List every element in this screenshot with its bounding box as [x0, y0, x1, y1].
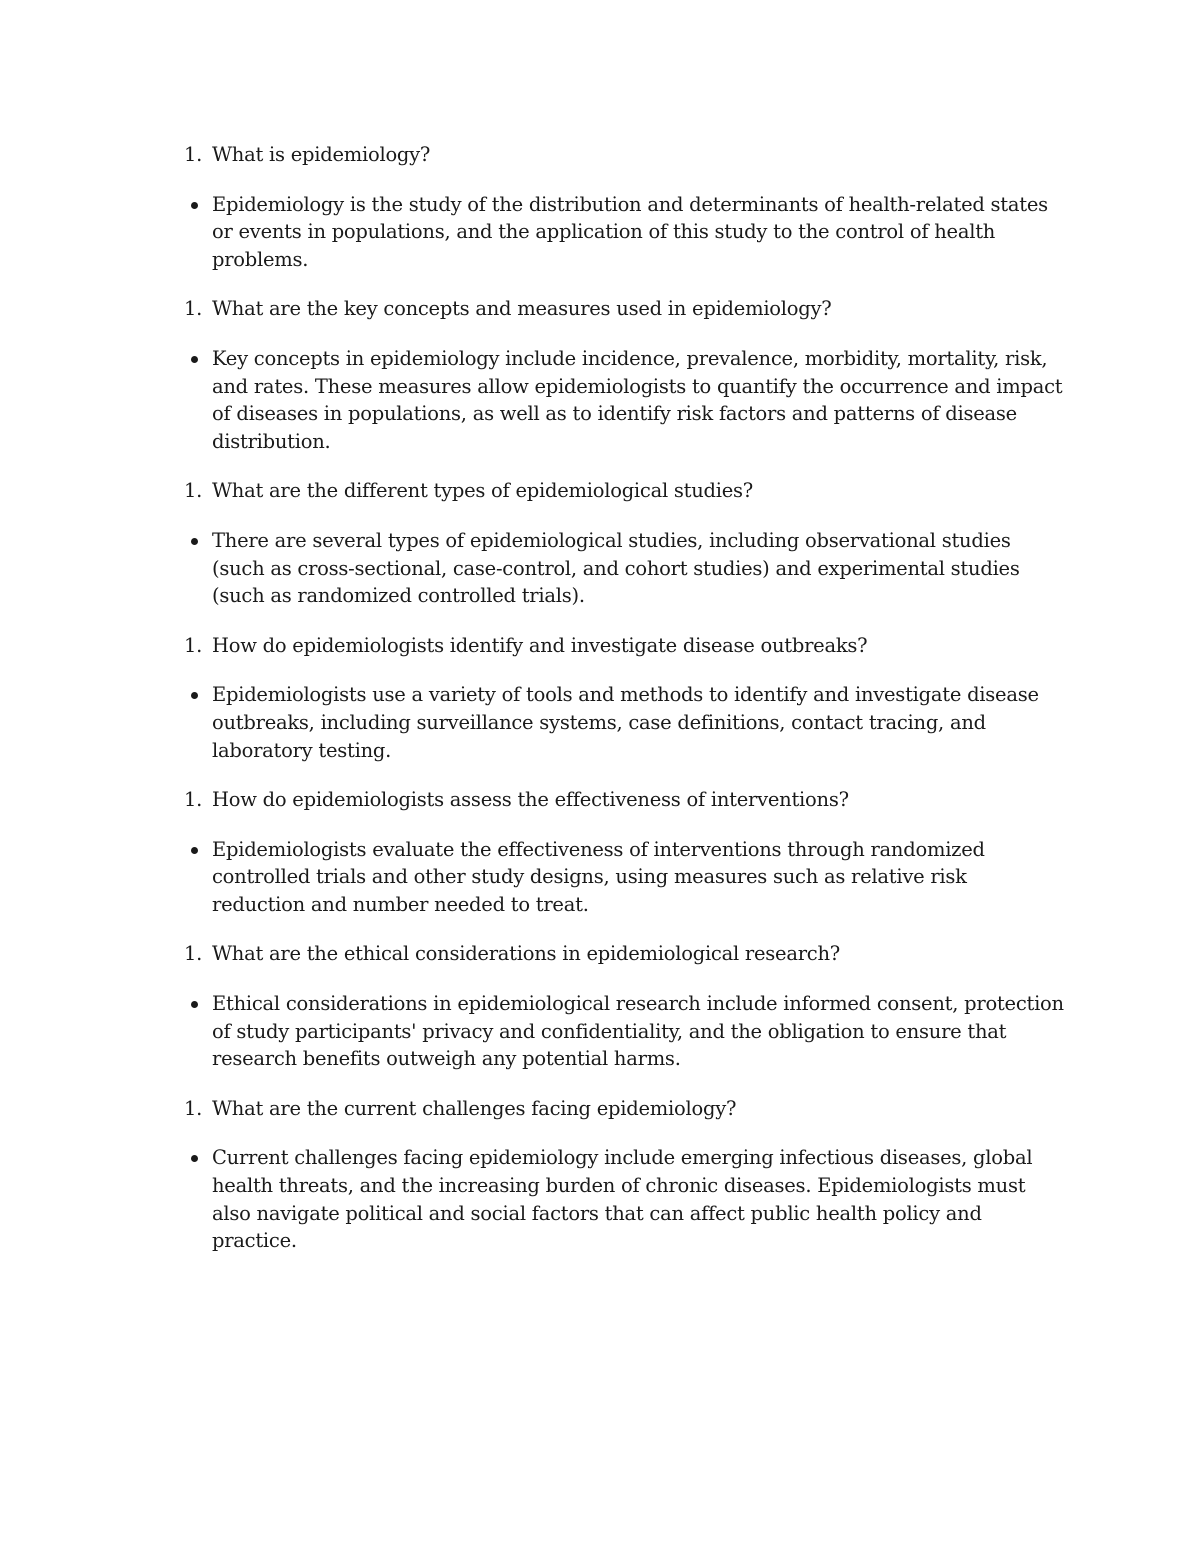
list-number: 1.	[184, 788, 203, 812]
answer-text: Epidemiologists use a variety of tools and methods to identify and investigate disease outbreaks, including surveillance systems, case definitions, contact tracing, and laboratory testing.	[212, 683, 1039, 762]
list-number: 1.	[184, 479, 203, 503]
answer-item	[184, 836, 1064, 919]
question-item	[184, 940, 1064, 968]
answer-text: Key concepts in epidemiology include incidence, prevalence, morbidity, mortality, risk, and rates. These measures allow epidemiologists to quantify the occurrence and impact of diseases in populations, as well as to identify risk factors and patterns of disease distribution.	[212, 346, 1063, 453]
answer-text: There are several types of epidemiological studies, including observational studies (such as cross-sectional, case-control, and cohort studies) and experimental studies (such as randomized controlled trials).	[212, 528, 1020, 608]
bullet-icon	[191, 1001, 198, 1008]
bullet-icon	[191, 847, 198, 854]
bullet-icon	[191, 692, 198, 699]
question-text: What is epidemiology?	[212, 143, 431, 166]
answer-item	[184, 681, 1064, 764]
question-item	[184, 632, 1064, 660]
answer-text: Epidemiologists evaluate the effectiveness of interventions through randomized controlled trials and other study designs, using measures such as relative risk reduction and number needed to treat.	[212, 837, 985, 916]
list-number: 1.	[184, 1096, 203, 1120]
qa-list	[184, 141, 1064, 1277]
list-number: 1.	[184, 143, 203, 166]
answer-text: Ethical considerations in epidemiological research include informed consent, protection of study participants' privacy and confidentiality, and the obligation to ensure that research benefits outweigh any potential harms.	[212, 992, 1064, 1071]
answer-text: Epidemiology is the study of the distribution and determinants of health-related states or events in populations, and the application of this study to the control of health problems.	[212, 192, 1048, 271]
answer-item	[184, 990, 1064, 1073]
bullet-icon	[191, 356, 198, 363]
question-text: What are the key concepts and measures used in epidemiology?	[212, 297, 832, 321]
question-item	[184, 295, 1064, 323]
answer-text: Current challenges facing epidemiology include emerging infectious diseases, global health threats, and the increasing burden of chronic diseases. Epidemiologists must also navigate political and social factors that can affect public health policy and practice.	[212, 1146, 1033, 1253]
question-text: How do epidemiologists assess the effectiveness of interventions?	[212, 788, 849, 812]
question-item	[184, 141, 1064, 169]
question-text: What are the ethical considerations in epidemiological research?	[212, 942, 840, 966]
bullet-icon	[191, 202, 198, 209]
question-text: How do epidemiologists identify and investigate disease outbreaks?	[212, 633, 868, 657]
answer-item	[184, 1144, 1064, 1254]
question-text: What are the current challenges facing epidemiology?	[212, 1096, 737, 1120]
list-number: 1.	[184, 633, 203, 657]
question-item	[184, 1095, 1064, 1123]
question-item	[184, 477, 1064, 505]
bullet-icon	[191, 1155, 198, 1162]
list-number: 1.	[184, 297, 203, 321]
question-text: What are the different types of epidemiological studies?	[212, 479, 754, 503]
question-item	[184, 786, 1064, 814]
bullet-icon	[191, 538, 198, 545]
answer-item	[184, 191, 1064, 274]
answer-item	[184, 527, 1064, 610]
list-number: 1.	[184, 942, 203, 966]
answer-item	[184, 345, 1064, 455]
